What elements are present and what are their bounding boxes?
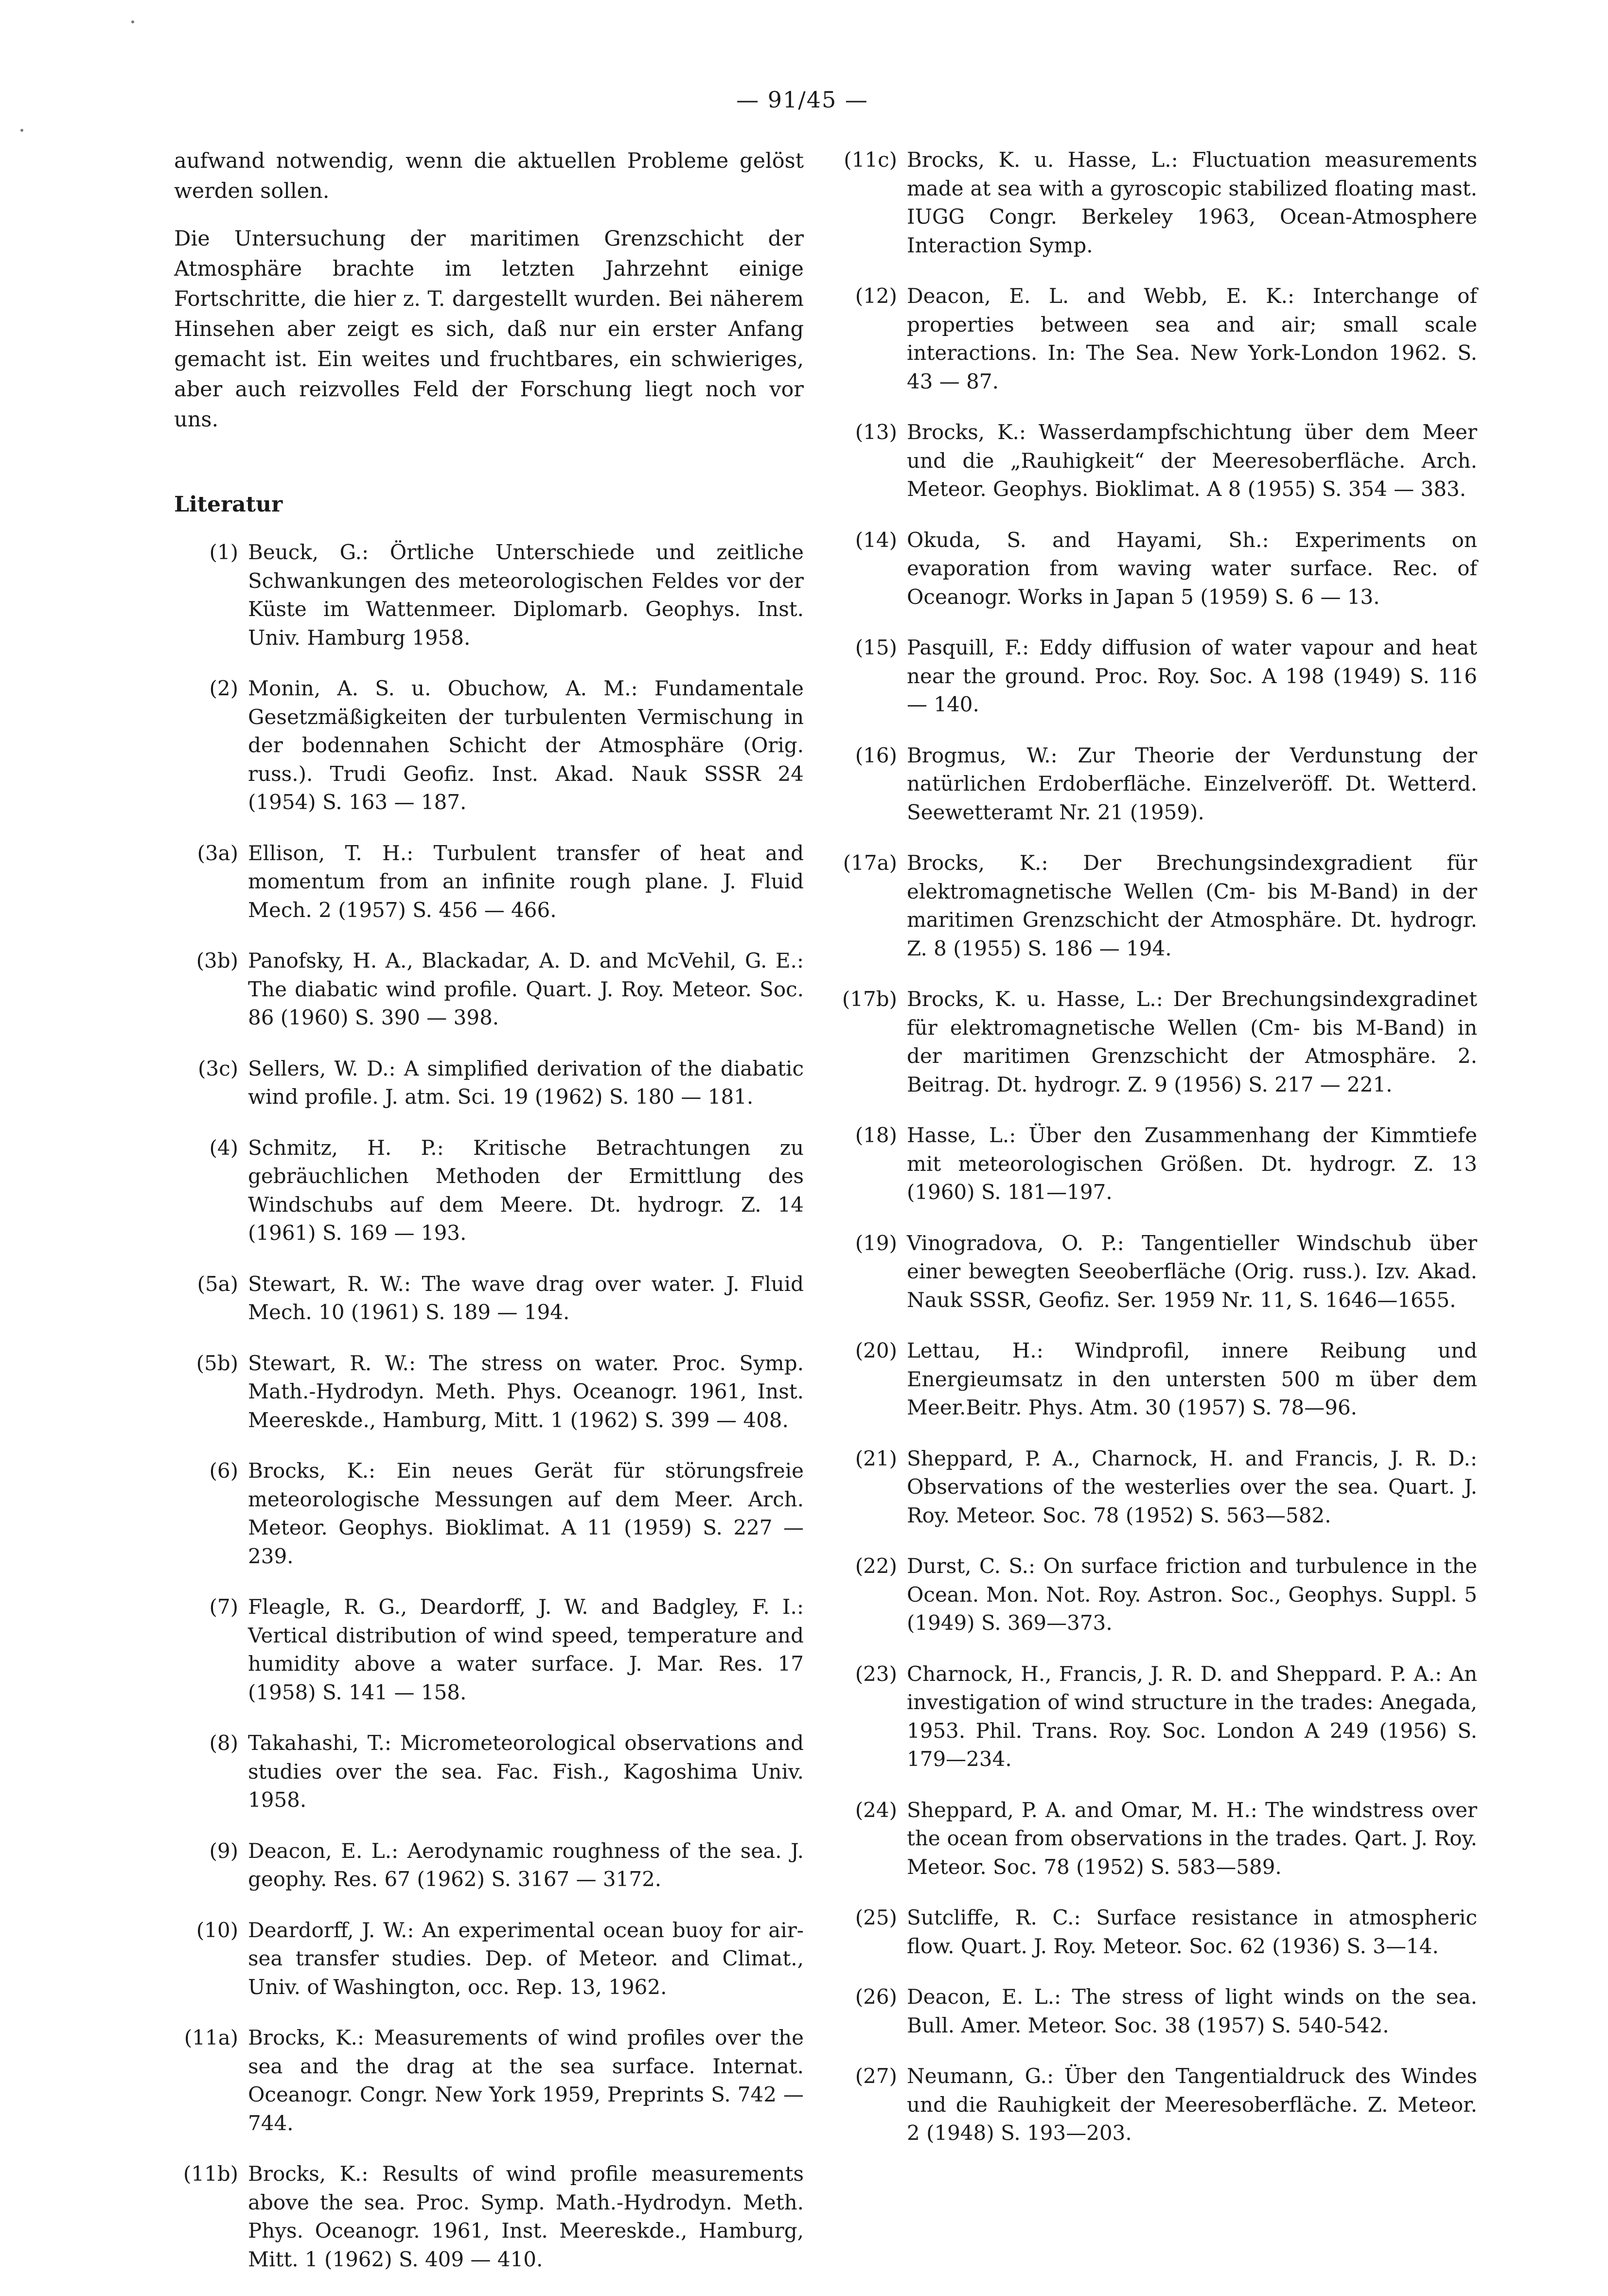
reference-text: Charnock, H., Francis, J. R. D. and Sheppard. P. A.: An investigation of wind structure in the trades: Anegada, 1953. Phil. Trans. Roy. Soc. London A 249 (1956) S. 179—234.: [907, 1661, 1477, 1771]
reference-number: (5b): [196, 1351, 238, 1375]
reference-number: (5a): [197, 1272, 238, 1296]
reference-text: Brocks, K.: Wasserdampfschichtung über dem Meer und die „Rauhigkeit“ der Meeresoberfläche. Arch. Meteor. Geophys. Bioklimat. A 8 (1955) S. 354 — 383.: [907, 420, 1477, 501]
reference-number: (11c): [844, 148, 897, 172]
reference-text: Neumann, G.: Über den Tangentialdruck des Windes und die Rauhigkeit der Meeresoberfläche. Z. Meteor. 2 (1948) S. 193—203.: [907, 2064, 1477, 2145]
right-column: [836, 146, 1477, 2170]
left-column: [174, 146, 804, 2296]
reference-number: (2): [209, 676, 238, 700]
reference-text: Schmitz, H. P.: Kritische Betrachtungen zu gebräuchlichen Methoden der Ermittlung des Windschubs auf dem Meere. Dt. hydrogr. Z. 14 (1961) S. 169 — 193.: [248, 1135, 804, 1245]
reference-item: [836, 1983, 1477, 2040]
page-number: — 91/45 —: [736, 87, 868, 113]
reference-number: (17b): [842, 987, 897, 1011]
reference-number: (19): [855, 1231, 897, 1255]
references-heading: Literatur: [174, 492, 283, 517]
body-paragraph: aufwand notwendig, wenn die aktuellen Probleme gelöst werden sollen.: [174, 149, 804, 203]
reference-item: [836, 282, 1477, 396]
reference-number: (3c): [197, 1056, 238, 1080]
reference-number: (14): [855, 528, 897, 552]
reference-number: (3a): [197, 841, 238, 865]
reference-text: Ellison, T. H.: Turbulent transfer of heat and momentum from an infinite rough plane. J. Fluid Mech. 2 (1957) S. 456 — 466.: [248, 841, 804, 922]
reference-text: Sellers, W. D.: A simplified derivation of the diabatic wind profile. J. atm. Sci. 19 (1962) S. 180 — 181.: [248, 1056, 804, 1109]
reference-item: [836, 1337, 1477, 1422]
reference-number: (26): [855, 1985, 897, 2009]
reference-text: Sheppard, P. A., Charnock, H. and Francis, J. R. D.: Observations of the westerlies over the sea. Quart. J. Roy. Meteor. Soc. 78 (1952) S. 563—582.: [907, 1446, 1477, 1527]
reference-item: [836, 146, 1477, 260]
reference-number: (10): [196, 1918, 238, 1942]
reference-text: Deacon, E. L.: The stress of light winds on the sea. Bull. Amer. Meteor. Soc. 38 (1957) S. 540-542.: [907, 1985, 1477, 2037]
reference-number: (22): [855, 1554, 897, 1578]
reference-number: (25): [855, 1906, 897, 1929]
reference-item: [174, 1837, 804, 1894]
reference-item: [174, 839, 804, 925]
reference-item: [836, 1660, 1477, 1774]
reference-item: [836, 418, 1477, 504]
reference-number: (13): [855, 420, 897, 444]
reference-item: [174, 1916, 804, 2002]
reference-text: Sutcliffe, R. C.: Surface resistance in atmospheric flow. Quart. J. Roy. Meteor. Soc. 62 (1936) S. 3—14.: [907, 1906, 1477, 1958]
reference-number: (4): [209, 1135, 238, 1160]
reference-text: Durst, C. S.: On surface friction and turbulence in the Ocean. Mon. Not. Roy. Astron. Soc., Geophys. Suppl. 5 (1949) S. 369—373.: [907, 1554, 1477, 1635]
reference-item: [174, 1729, 804, 1815]
reference-number: (17a): [843, 851, 897, 875]
reference-text: Brocks, K.: Results of wind profile measurements above the sea. Proc. Symp. Math.-Hydrodyn. Meth. Phys. Oceanogr. 1961, Inst. Meereskde., Hamburg, Mitt. 1 (1962) S. 409 — 410.: [248, 2162, 804, 2271]
reference-number: (20): [855, 1339, 897, 1362]
reference-item: [174, 1457, 804, 1571]
reference-text: Takahashi, T.: Micrometeorological observations and studies over the sea. Fac. Fish., Kagoshima Univ. 1958.: [248, 1731, 804, 1812]
reference-item: [836, 1121, 1477, 1207]
reference-text: Brocks, K.: Der Brechungsindexgradient für elektromagnetische Wellen (Cm- bis M-Band) in der maritimen Grenzschicht der Atmosphäre. Dt. hydrogr. Z. 8 (1955) S. 186 — 194.: [907, 851, 1477, 960]
reference-number: (1): [209, 540, 238, 564]
reference-text: Deardorff, J. W.: An experimental ocean buoy for air-sea transfer studies. Dep. of Meteor. and Climat., Univ. of Washington, occ. Rep. 13, 1962.: [248, 1918, 804, 1999]
reference-item: [174, 1055, 804, 1112]
reference-number: (6): [209, 1459, 238, 1483]
reference-number: (16): [855, 743, 897, 767]
reference-item: [174, 1134, 804, 1248]
reference-list: [836, 146, 1477, 2148]
reference-number: (21): [855, 1446, 897, 1470]
reference-number: (11a): [184, 2026, 238, 2049]
reference-number: (8): [209, 1731, 238, 1755]
reference-number: (18): [855, 1123, 897, 1147]
reference-text: Brocks, K. u. Hasse, L.: Der Brechungsindexgradinet für elektromagnetische Wellen (Cm- bis M-Band) in der maritimen Grenzschicht der Atmosphäre. 2. Beitrag. Dt. hydrogr. Z. 9 (1956) S. 217 — 221.: [907, 987, 1477, 1096]
reference-text: Hasse, L.: Über den Zusammenhang der Kimmtiefe mit meteorologischen Größen. Dt. hydrogr. Z. 13 (1960) S. 181—197.: [907, 1123, 1477, 1204]
reference-text: Stewart, R. W.: The stress on water. Proc. Symp. Math.-Hydrodyn. Meth. Phys. Oceanogr. 1961, Inst. Meereskde., Hamburg, Mitt. 1 (1962) S. 399 — 408.: [248, 1351, 804, 1432]
reference-number: (11b): [183, 2162, 238, 2186]
reference-text: Deacon, E. L. and Webb, E. K.: Interchange of properties between sea and air; small scale interactions. In: The Sea. New York-London 1962. S. 43 — 87.: [907, 284, 1477, 393]
reference-number: (12): [855, 284, 897, 308]
reference-number: (24): [855, 1798, 897, 1822]
reference-text: Deacon, E. L.: Aerodynamic roughness of the sea. J. geophy. Res. 67 (1962) S. 3167 — 3172.: [248, 1838, 804, 1891]
reference-number: (27): [855, 2064, 897, 2088]
reference-text: Sheppard, P. A. and Omar, M. H.: The windstress over the ocean from observations in the trades. Qart. J. Roy. Meteor. Soc. 78 (1952) S. 583—589.: [907, 1798, 1477, 1879]
reference-number: (7): [209, 1595, 238, 1619]
reference-item: [836, 742, 1477, 827]
scan-speck: [131, 20, 134, 23]
reference-item: [174, 2160, 804, 2274]
reference-item: [836, 2062, 1477, 2148]
reference-text: Pasquill, F.: Eddy diffusion of water vapour and heat near the ground. Proc. Roy. Soc. A 198 (1949) S. 116 — 140.: [907, 636, 1477, 716]
reference-text: Brogmus, W.: Zur Theorie der Verdunstung der natürlichen Erdoberfläche. Einzelveröff. Dt. Wetterd. Seewetteramt Nr. 21 (1959).: [907, 743, 1477, 824]
reference-number: (23): [855, 1661, 897, 1686]
reference-item: [174, 674, 804, 817]
reference-item: [174, 1593, 804, 1707]
reference-item: [836, 1796, 1477, 1882]
reference-text: Vinogradova, O. P.: Tangentieller Windschub über einer bewegten Seeoberfläche (Orig. russ.). Izv. Akad. Nauk SSSR, Geofiz. Ser. 1959 Nr. 11, S. 1646—1655.: [907, 1231, 1477, 1312]
reference-number: (15): [855, 636, 897, 659]
reference-list: [174, 538, 804, 2274]
scan-speck: [20, 129, 23, 132]
reference-item: [836, 1229, 1477, 1315]
reference-item: [836, 1552, 1477, 1638]
reference-text: Fleagle, R. G., Deardorff, J. W. and Badgley, F. I.: Vertical distribution of wind speed, temperature and humidity above a water surface. J. Mar. Res. 17 (1958) S. 141 — 158.: [248, 1595, 804, 1704]
reference-item: [836, 526, 1477, 612]
reference-number: (3b): [196, 949, 238, 972]
reference-text: Brocks, K. u. Hasse, L.: Fluctuation measurements made at sea with a gyroscopic stabilized floating mast. IUGG Congr. Berkeley 1963, Ocean-Atmosphere Interaction Symp.: [907, 148, 1477, 257]
reference-item: [836, 634, 1477, 719]
reference-text: Lettau, H.: Windprofil, innere Reibung und Energieumsatz in den untersten 500 m über dem Meer.Beitr. Phys. Atm. 30 (1957) S. 78—96.: [907, 1339, 1477, 1419]
reference-item: [174, 538, 804, 652]
reference-text: Okuda, S. and Hayami, Sh.: Experiments on evaporation from waving water surface. Rec. of Oceanogr. Works in Japan 5 (1959) S. 6 — 13.: [907, 528, 1477, 609]
reference-item: [836, 1904, 1477, 1960]
reference-item: [174, 2024, 804, 2137]
reference-text: Brocks, K.: Ein neues Gerät für störungsfreie meteorologische Messungen auf dem Meer. Arch. Meteor. Geophys. Bioklimat. A 11 (1959) S. 227 — 239.: [248, 1459, 804, 1568]
reference-item: [836, 1445, 1477, 1530]
reference-text: Brocks, K.: Measurements of wind profiles over the sea and the drag at the sea surface. Internat. Oceanogr. Congr. New York 1959, Preprints S. 742 — 744.: [248, 2026, 804, 2135]
reference-item: [174, 1349, 804, 1435]
reference-item: [836, 849, 1477, 963]
reference-item: [174, 947, 804, 1032]
reference-text: Stewart, R. W.: The wave drag over water. J. Fluid Mech. 10 (1961) S. 189 — 194.: [248, 1272, 804, 1324]
reference-number: (9): [209, 1838, 238, 1863]
reference-text: Monin, A. S. u. Obuchow, A. M.: Fundamentale Gesetzmäßigkeiten der turbulenten Vermischung in der bodennahen Schicht der Atmosphäre (Orig. russ.). Trudi Geofiz. Inst. Akad. Nauk SSSR 24 (1954) S. 163 — 187.: [248, 676, 804, 814]
reference-text: Panofsky, H. A., Blackadar, A. D. and McVehil, G. E.: The diabatic wind profile. Quart. J. Roy. Meteor. Soc. 86 (1960) S. 390 — 398.: [248, 949, 804, 1029]
body-paragraph: Die Untersuchung der maritimen Grenzschicht der Atmosphäre brachte im letzten Jahrzehnt einige Fortschritte, die hier z. T. dargestellt wurden. Bei näherem Hinsehen aber zeigt es sich, daß nur ein erster Anfang gemacht ist. Ein weites und fruchtbares, ein schwieriges, aber auch reizvolles Feld der Forschung liegt noch vor uns.: [174, 227, 804, 432]
reference-item: [174, 1270, 804, 1327]
reference-item: [836, 985, 1477, 1099]
reference-text: Beuck, G.: Örtliche Unterschiede und zeitliche Schwankungen des meteorologischen Feldes vor der Küste im Wattenmeer. Diplomarb. Geophys. Inst. Univ. Hamburg 1958.: [248, 540, 804, 650]
